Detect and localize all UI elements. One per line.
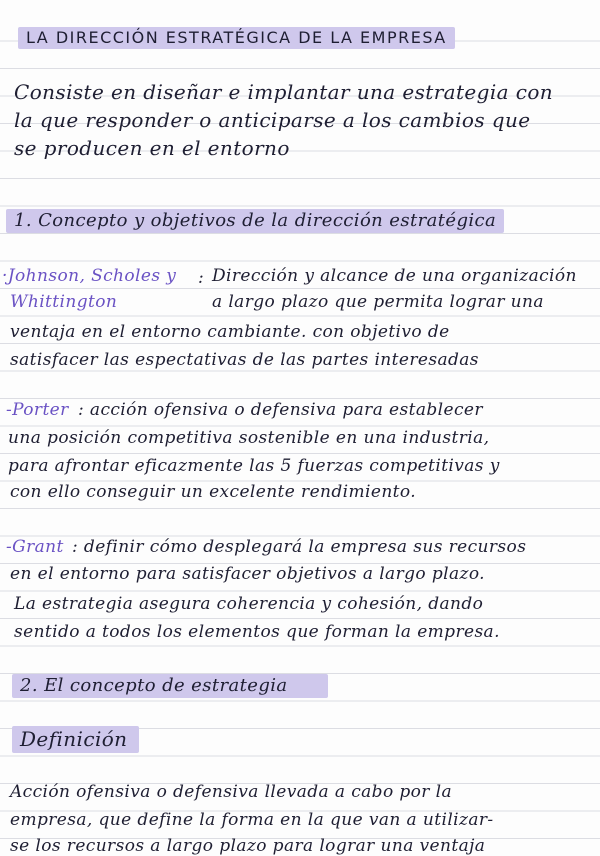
grant-line-1: : definir cómo desplegará la empresa sus recursos — [72, 537, 527, 557]
author-whittington: Whittington — [10, 292, 118, 312]
definition-line-1: Acción ofensiva o defensiva llevada a cabo por la — [10, 782, 453, 802]
author-johnson: ·Johnson, Scholes y — [2, 266, 177, 286]
porter-line-1: : acción ofensiva o defensiva para establecer — [78, 400, 483, 420]
section-2-heading: 2. El concepto de estrategia — [12, 674, 328, 698]
author-grant: -Grant — [6, 537, 64, 557]
definition-subheading: Definición — [12, 726, 139, 753]
section-1-heading: 1. Concepto y objetivos de la dirección estratégica — [6, 209, 504, 233]
page-title: LA DIRECCIÓN ESTRATÉGICA DE LA EMPRESA — [18, 27, 455, 49]
porter-line-2: una posición competitiva sostenible en una industria, — [8, 428, 490, 448]
grant-line-3: La estrategia asegura coherencia y cohesión, dando — [14, 594, 484, 614]
johnson-line-2: a largo plazo que permita lograr una — [212, 292, 544, 312]
grant-line-4: sentido a todos los elementos que forman la empresa. — [14, 622, 500, 642]
intro-line-1: Consiste en diseñar e implantar una estrategia con — [14, 80, 554, 104]
author-porter: -Porter — [6, 400, 69, 420]
intro-line-3: se producen en el entorno — [14, 136, 290, 160]
grant-line-2: en el entorno para satisfacer objetivos a largo plazo. — [10, 564, 485, 584]
porter-line-3: para afrontar eficazmente las 5 fuerzas competitivas y — [8, 456, 500, 476]
johnson-line-1: Dirección y alcance de una organización — [212, 266, 577, 286]
definition-line-2: empresa, que define la forma en la que van a utilizar- — [10, 810, 494, 830]
porter-line-4: con ello conseguir un excelente rendimiento. — [10, 482, 417, 502]
intro-line-2: la que responder o anticiparse a los cambios que — [14, 108, 531, 132]
johnson-line-3: ventaja en el entorno cambiante. con objetivo de — [10, 322, 450, 342]
definition-line-3: se los recursos a largo plazo para lograr una ventaja — [10, 836, 486, 856]
author-colon: : — [198, 268, 205, 288]
johnson-line-4: satisfacer las espectativas de las partes interesadas — [10, 350, 479, 370]
